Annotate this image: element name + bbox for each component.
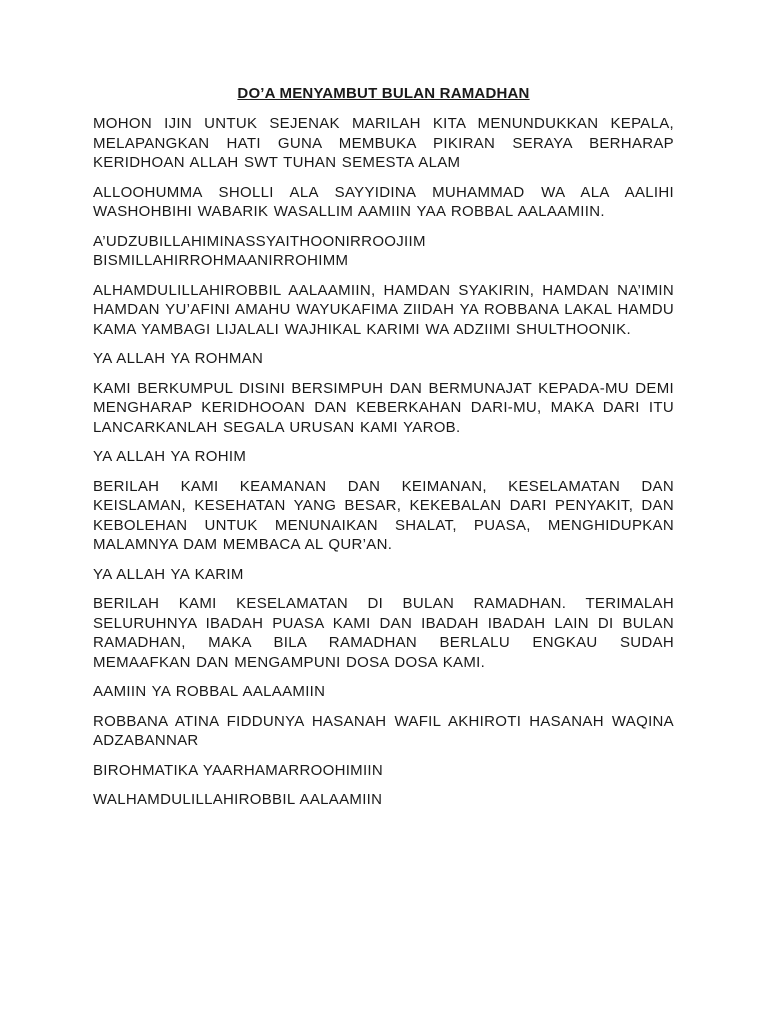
paragraph-kami-berkumpul: KAMI BERKUMPUL DISINI BERSIMPUH DAN BERMUNAJAT KEPADA-MU DEMI MENGHARAP KERIDHOOAN DAN KEBERKAHAN DARI-MU, MAKA DARI ITU LANCARKANLAH SEGALA URUSAN KAMI YAROB. bbox=[93, 379, 674, 436]
paragraph-berilah-keselamatan: BERILAH KAMI KESELAMATAN DI BULAN RAMADHAN. TERIMALAH SELURUHNYA IBADAH PUASA KAMI DAN IBADAH IBADAH LAIN DI BULAN RAMADHAN, MAKA BILA RAMADHAN BERLALU ENGKAU SUDAH MEMAAFKAN DAN MENGAMPUNI DOSA DOSA KAMI. bbox=[93, 595, 674, 671]
paragraph-ya-allah-ya-karim: YA ALLAH YA KARIM bbox=[93, 565, 244, 583]
document-title: DO’A MENYAMBUT BULAN RAMADHAN bbox=[237, 85, 530, 102]
paragraph-walhamdulillah: WALHAMDULILLAHIROBBIL AALAAMIIN bbox=[93, 791, 383, 808]
paragraph-aamiin: AAMIIN YA ROBBAL AALAAMIIN bbox=[93, 683, 326, 700]
paragraph-opening: MOHON IJIN UNTUK SEJENAK MARILAH KITA MENUNDUKKAN KEPALA, MELAPANGKAN HATI GUNA MEMBUKA PIKIRAN SERAYA BERHARAP KERIDHOAN ALLAH SWT TUHAN SEMESTA ALAM bbox=[93, 115, 674, 171]
paragraph-birohmatika: BIROHMATIKA YAARHAMARROOHIMIIN bbox=[93, 761, 384, 779]
paragraph-sholawat: ALLOOHUMMA SHOLLI ALA SAYYIDINA MUHAMMAD WA ALA AALIHI WASHOHBIHI WABARIK WASALLIM AAMIIN YAA ROBBAL AALAAMIIN. bbox=[93, 183, 674, 220]
paragraph-hamdalah: ALHAMDULILLAHIROBBIL AALAAMIIN, HAMDAN SYAKIRIN, HAMDAN NA’IMIN HAMDAN YU’AFINI AMAHU WAYUKAFIMA ZIIDAH YA ROBBANA LAKAL HAMDU KAMA YAMBAGI LIJALALI WAJHIKAL KARIMI WA ADZIIMI SHULTHOONIK. bbox=[93, 281, 674, 338]
document-page bbox=[93, 84, 674, 820]
paragraph-robbana-atina: ROBBANA ATINA FIDDUNYA HASANAH WAFIL AKHIROTI HASANAH WAQINA ADZABANNAR bbox=[93, 712, 674, 749]
paragraph-taawudz-basmalah: A’UDZUBILLAHIMINASSYAITHOONIRROOJIIM BISMILLAHIRROHMAANIRROHIMM bbox=[93, 232, 426, 269]
paragraph-berilah-keamanan: BERILAH KAMI KEAMANAN DAN KEIMANAN, KESELAMATAN DAN KEISLAMAN, KESEHATAN YANG BESAR, KEKEBALAN DARI PENYAKIT, DAN KEBOLEHAN UNTUK MENUNAIKAN SHALAT, PUASA, MENGHIDUPKAN MALAMNYA DAM MEMBACA AL QUR’AN. bbox=[93, 477, 674, 553]
paragraph-ya-allah-ya-rohman: YA ALLAH YA ROHMAN bbox=[93, 350, 264, 367]
paragraph-ya-allah-ya-rohim: YA ALLAH YA ROHIM bbox=[93, 448, 247, 465]
